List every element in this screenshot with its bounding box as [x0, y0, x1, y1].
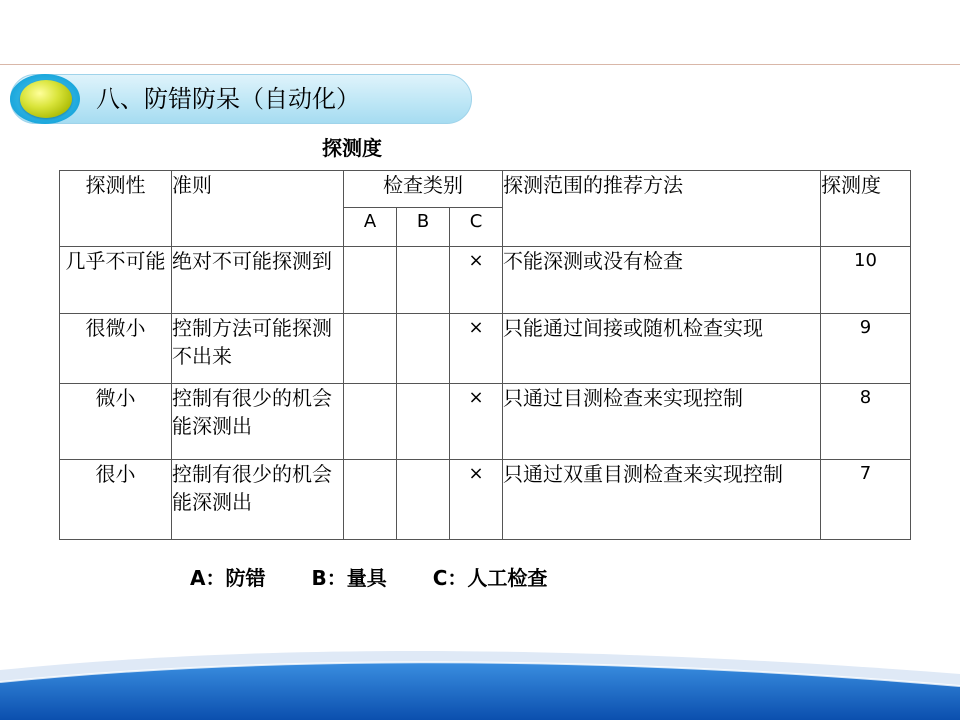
cell-detectability: 很小	[60, 460, 172, 540]
cell-a	[344, 460, 397, 540]
cell-method: 只能通过间接或随机检查实现	[503, 314, 821, 384]
cell-degree: 8	[821, 384, 911, 460]
cell-detectability: 几乎不可能	[60, 247, 172, 314]
cell-b	[397, 384, 450, 460]
cell-method: 只通过目测检查来实现控制	[503, 384, 821, 460]
table-row	[60, 384, 911, 460]
slide-title: 八、防错防呆（自动化）	[96, 85, 360, 113]
cell-a	[344, 314, 397, 384]
cell-b	[397, 314, 450, 384]
bullet-ball-icon	[20, 80, 72, 118]
cell-detectability: 很微小	[60, 314, 172, 384]
cell-detectability: 微小	[60, 384, 172, 460]
cell-a	[344, 384, 397, 460]
cell-criteria: 控制有很少的机会能深测出	[172, 460, 344, 540]
header-method: 探测范围的推荐方法	[503, 171, 821, 247]
table-caption: 探测度	[322, 136, 382, 160]
cell-degree: 10	[821, 247, 911, 314]
legend-c: C：人工检查	[432, 566, 548, 590]
cell-b	[397, 460, 450, 540]
table-row	[60, 314, 911, 384]
top-divider-line	[0, 64, 960, 65]
cell-method: 只通过双重目测检查来实现控制	[503, 460, 821, 540]
legend-b: B：量具	[311, 566, 387, 590]
cell-method: 不能深测或没有检查	[503, 247, 821, 314]
cell-b	[397, 247, 450, 314]
header-c: C	[450, 208, 503, 247]
cell-c: ×	[450, 247, 503, 314]
cell-criteria: 控制方法可能探测不出来	[172, 314, 344, 384]
header-b: B	[397, 208, 450, 247]
header-a: A	[344, 208, 397, 247]
cell-criteria: 控制有很少的机会能深测出	[172, 384, 344, 460]
table-row	[60, 247, 911, 314]
table-row	[60, 460, 911, 540]
cell-degree: 7	[821, 460, 911, 540]
header-inspection-type: 检查类别	[344, 171, 503, 208]
cell-c: ×	[450, 460, 503, 540]
legend-a: A：防错	[190, 566, 266, 590]
header-criteria: 准则	[172, 171, 344, 247]
header-degree: 探测度	[821, 171, 911, 247]
header-row	[60, 171, 911, 208]
cell-a	[344, 247, 397, 314]
cell-c: ×	[450, 314, 503, 384]
cell-degree: 9	[821, 314, 911, 384]
legend	[190, 563, 547, 593]
cell-c: ×	[450, 384, 503, 460]
detectability-table	[59, 170, 911, 540]
footer-wave-decoration	[0, 630, 960, 720]
cell-criteria: 绝对不可能探测到	[172, 247, 344, 314]
header-detectability: 探测性	[60, 171, 172, 247]
